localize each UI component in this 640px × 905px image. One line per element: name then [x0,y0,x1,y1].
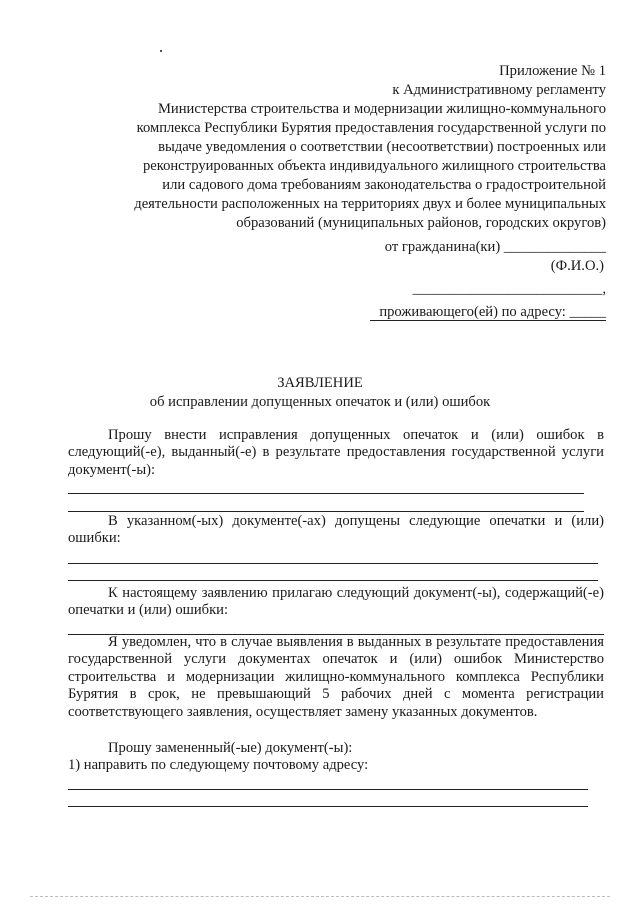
fill-line [68,580,598,581]
document-subtitle: об исправлении допущенных опечаток и (или) ошибок [149,394,491,410]
request-paragraph: Прошу внести исправления допущенных опечаток и (или) ошибок в следующий(-е), выданный(-е) в результате предоставления государственной услуги документ(-ы): [68,427,604,478]
postal-option: 1) направить по следующему почтовому адресу: [68,757,369,773]
header-line: Министерства строительства и модернизации жилищно-коммунального [157,101,606,117]
header-line: комплекса Республики Бурятия предоставления государственной услуги по [136,120,606,136]
fill-line [68,563,598,564]
address-label: проживающего(ей) по адресу: _____ [379,304,606,320]
page-edge [30,896,610,897]
fio-hint: (Ф.И.О.) [550,258,604,274]
document-title: ЗАЯВЛЕНИЕ [277,375,363,391]
header-line: или садового дома требованиям законодательства о градостроительной [162,177,606,193]
header-line: к Административному регламенту [392,82,606,98]
notice-paragraph: Я уведомлен, что в случае выявления в выданных в результате предоставления государственной услуги документах опечаток и (или) ошибок Министерство строительства и модернизации жилищно-коммунального комплекса Республики Бурятия в срок, не превышающий 5 рабочих дней с момента регистрации соответствующего заявления, осуществляет замену указанных документов. [68,634,604,720]
from-citizen-label: от гражданина(ки) ______________ [384,239,606,255]
header-line: реконструированных объекта индивидуального жилищного строительства [142,158,606,174]
fill-line [68,493,584,494]
scan-speck [160,50,162,52]
header-line: Приложение № 1 [499,63,606,79]
address-line [370,320,606,321]
fill-line [68,806,588,807]
fill-line [68,511,584,512]
errors-paragraph: В указанном(-ых) документе(-ах) допущены следующие опечатки и (или) ошибки: [68,513,604,547]
header-line: выдаче уведомления о соответствии (несоответствии) построенных или [158,139,606,155]
header-line: образований (муниципальных районов, городских округов) [236,215,606,231]
name-continuation-line: __________________________, [412,281,606,297]
appendix-header [106,62,606,233]
attachment-paragraph: К настоящему заявлению прилагаю следующий документ(-ы), содержащий(-е) опечатки и (или) ошибки: [68,585,604,619]
applicant-block [306,238,606,322]
replacement-paragraph: Прошу замененный(-ые) документ(-ы): [108,740,353,756]
fill-line [68,789,588,790]
header-line: деятельности расположенных на территориях двух и более муниципальных [134,196,606,212]
